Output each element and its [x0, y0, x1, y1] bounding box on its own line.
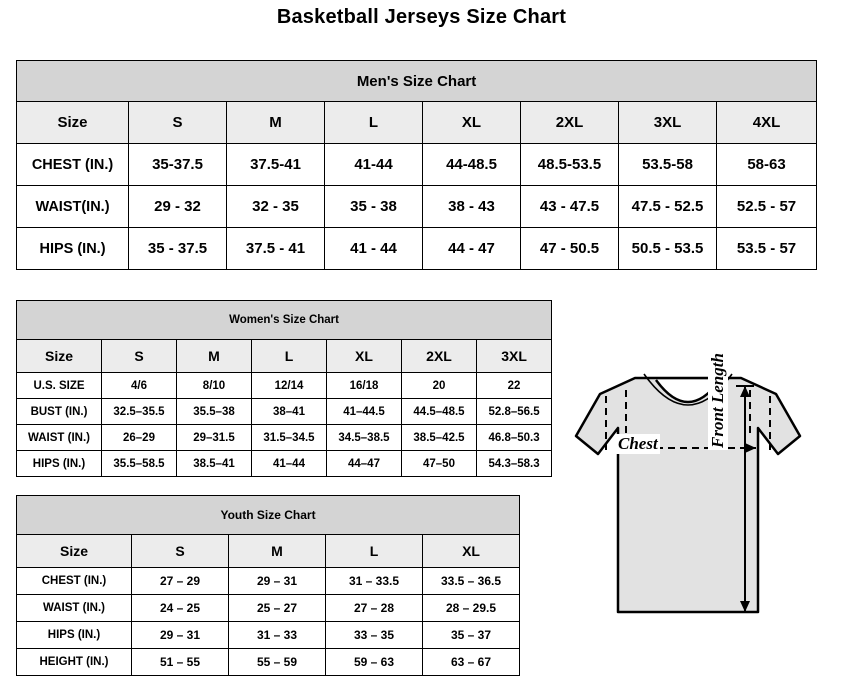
table-row: [17, 622, 520, 649]
youth-height-xl: 63 – 67: [423, 649, 520, 676]
table-row: [17, 425, 552, 451]
mens-chest-3xl: 53.5-58: [619, 144, 717, 186]
womens-hips-l: 41–44: [252, 451, 327, 477]
youth-height-s: 51 – 55: [132, 649, 229, 676]
mens-chest-2xl: 48.5-53.5: [521, 144, 619, 186]
womens-ussize-3xl: 22: [477, 373, 552, 399]
youth-hips-l: 33 – 35: [326, 622, 423, 649]
youth-col-size: Size: [17, 535, 132, 568]
mens-chest-4xl: 58-63: [717, 144, 817, 186]
womens-waist-s: 26–29: [102, 425, 177, 451]
front-length-dimension-label: Front Length: [708, 353, 727, 448]
womens-hips-2xl: 47–50: [402, 451, 477, 477]
youth-hips-m: 31 – 33: [229, 622, 326, 649]
page-title: Basketball Jerseys Size Chart: [276, 6, 567, 28]
table-row: [17, 373, 552, 399]
youth-waist-s: 24 – 25: [132, 595, 229, 622]
youth-size-chart: [16, 495, 520, 676]
mens-waist-l: 35 - 38: [325, 186, 423, 228]
womens-bust-m: 35.5–38: [177, 399, 252, 425]
womens-hips-3xl: 54.3–58.3: [477, 451, 552, 477]
mens-chest-m: 37.5-41: [227, 144, 325, 186]
youth-hips-xl: 35 – 37: [423, 622, 520, 649]
mens-waist-2xl: 43 - 47.5: [521, 186, 619, 228]
mens-col-2xl: 2XL: [521, 102, 619, 144]
womens-col-2xl: 2XL: [402, 340, 477, 373]
mens-waist-m: 32 - 35: [227, 186, 325, 228]
womens-row-waist-label: WAIST (IN.): [17, 425, 102, 451]
mens-chest-xl: 44-48.5: [423, 144, 521, 186]
youth-row-waist-label: WAIST (IN.): [17, 595, 132, 622]
table-row: [17, 399, 552, 425]
mens-col-3xl: 3XL: [619, 102, 717, 144]
youth-waist-xl: 28 – 29.5: [423, 595, 520, 622]
womens-ussize-xl: 16/18: [327, 373, 402, 399]
mens-col-m: M: [227, 102, 325, 144]
mens-row-waist-label: WAIST(IN.): [17, 186, 129, 228]
womens-hips-xl: 44–47: [327, 451, 402, 477]
womens-size-chart: [16, 300, 552, 477]
womens-row-bust-label: BUST (IN.): [17, 399, 102, 425]
youth-chest-l: 31 – 33.5: [326, 568, 423, 595]
youth-row-chest-label: CHEST (IN.): [17, 568, 132, 595]
youth-waist-m: 25 – 27: [229, 595, 326, 622]
womens-ussize-s: 4/6: [102, 373, 177, 399]
mens-hips-xl: 44 - 47: [423, 228, 521, 270]
womens-row-ussize-label: U.S. SIZE: [17, 373, 102, 399]
mens-hips-2xl: 47 - 50.5: [521, 228, 619, 270]
table-row: [17, 228, 817, 270]
table-row: [17, 144, 817, 186]
mens-col-l: L: [325, 102, 423, 144]
womens-col-size: Size: [17, 340, 102, 373]
mens-row-hips-label: HIPS (IN.): [17, 228, 129, 270]
mens-col-4xl: 4XL: [717, 102, 817, 144]
youth-hips-s: 29 – 31: [132, 622, 229, 649]
mens-waist-4xl: 52.5 - 57: [717, 186, 817, 228]
youth-height-m: 55 – 59: [229, 649, 326, 676]
youth-chart-title: Youth Size Chart: [17, 496, 520, 535]
womens-bust-3xl: 52.8–56.5: [477, 399, 552, 425]
mens-chest-l: 41-44: [325, 144, 423, 186]
womens-col-m: M: [177, 340, 252, 373]
womens-bust-2xl: 44.5–48.5: [402, 399, 477, 425]
womens-waist-3xl: 46.8–50.3: [477, 425, 552, 451]
mens-col-s: S: [129, 102, 227, 144]
table-row: [17, 568, 520, 595]
womens-bust-l: 38–41: [252, 399, 327, 425]
youth-col-m: M: [229, 535, 326, 568]
womens-col-l: L: [252, 340, 327, 373]
mens-hips-s: 35 - 37.5: [129, 228, 227, 270]
womens-waist-m: 29–31.5: [177, 425, 252, 451]
mens-hips-4xl: 53.5 - 57: [717, 228, 817, 270]
jersey-measurement-diagram: [540, 340, 840, 670]
youth-col-l: L: [326, 535, 423, 568]
womens-row-hips-label: HIPS (IN.): [17, 451, 102, 477]
chest-dimension-label: Chest: [618, 434, 658, 453]
mens-chart-title: Men's Size Chart: [17, 61, 817, 102]
mens-hips-3xl: 50.5 - 53.5: [619, 228, 717, 270]
womens-waist-2xl: 38.5–42.5: [402, 425, 477, 451]
womens-ussize-2xl: 20: [402, 373, 477, 399]
womens-hips-m: 38.5–41: [177, 451, 252, 477]
mens-hips-l: 41 - 44: [325, 228, 423, 270]
youth-col-xl: XL: [423, 535, 520, 568]
youth-row-height-label: HEIGHT (IN.): [17, 649, 132, 676]
mens-waist-xl: 38 - 43: [423, 186, 521, 228]
womens-waist-xl: 34.5–38.5: [327, 425, 402, 451]
womens-bust-xl: 41–44.5: [327, 399, 402, 425]
womens-hips-s: 35.5–58.5: [102, 451, 177, 477]
youth-row-hips-label: HIPS (IN.): [17, 622, 132, 649]
mens-size-chart: [16, 60, 817, 270]
womens-col-s: S: [102, 340, 177, 373]
table-row: [17, 535, 520, 568]
youth-chest-s: 27 – 29: [132, 568, 229, 595]
youth-waist-l: 27 – 28: [326, 595, 423, 622]
mens-col-xl: XL: [423, 102, 521, 144]
table-row: [17, 340, 552, 373]
youth-height-l: 59 – 63: [326, 649, 423, 676]
youth-col-s: S: [132, 535, 229, 568]
youth-chest-xl: 33.5 – 36.5: [423, 568, 520, 595]
table-row: [17, 649, 520, 676]
womens-ussize-m: 8/10: [177, 373, 252, 399]
youth-chest-m: 29 – 31: [229, 568, 326, 595]
mens-waist-3xl: 47.5 - 52.5: [619, 186, 717, 228]
womens-waist-l: 31.5–34.5: [252, 425, 327, 451]
table-row: [17, 595, 520, 622]
table-row: [17, 451, 552, 477]
womens-bust-s: 32.5–35.5: [102, 399, 177, 425]
womens-ussize-l: 12/14: [252, 373, 327, 399]
mens-chest-s: 35-37.5: [129, 144, 227, 186]
jersey-shirt-icon: [540, 340, 840, 670]
table-row: [17, 102, 817, 144]
mens-hips-m: 37.5 - 41: [227, 228, 325, 270]
table-row: [17, 186, 817, 228]
mens-row-chest-label: CHEST (IN.): [17, 144, 129, 186]
mens-col-size: Size: [17, 102, 129, 144]
womens-col-3xl: 3XL: [477, 340, 552, 373]
womens-col-xl: XL: [327, 340, 402, 373]
womens-chart-title: Women's Size Chart: [17, 301, 552, 340]
mens-waist-s: 29 - 32: [129, 186, 227, 228]
